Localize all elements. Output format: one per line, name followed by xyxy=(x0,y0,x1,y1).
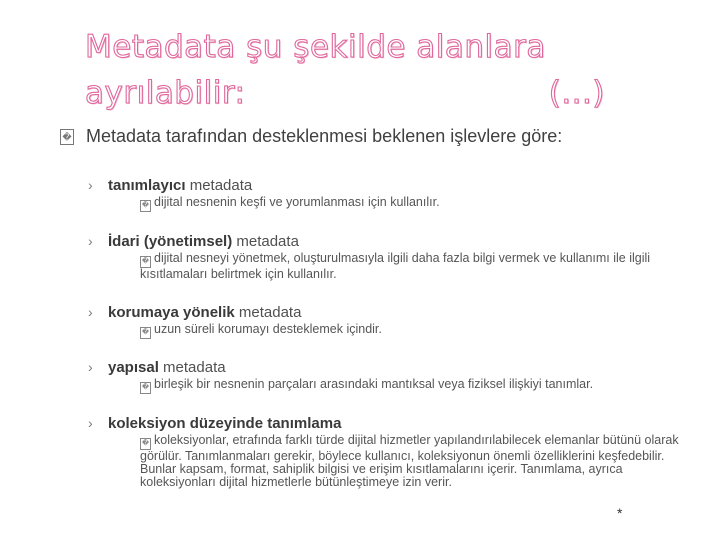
item-description-text: uzun süreli korumayı desteklemek içindir. xyxy=(154,322,382,336)
bullet-marker-icon: � xyxy=(140,382,151,394)
title-line-2-left: ayrılabilir: xyxy=(85,75,246,111)
item-description-text: dijital nesnenin keşfi ve yorumlanması için kullanılır. xyxy=(154,195,440,209)
item-term-rest: metadata xyxy=(232,233,299,250)
title-line-2 xyxy=(85,70,605,116)
item-term: İdari (yönetimsel) xyxy=(108,233,233,250)
item-description-text: dijital nesneyi yönetmek, oluşturulmasıyla ilgili daha fazla bilgi vermek ve kullanımı ile ilgili kısıtlamaları belirtmek için kullanılır. xyxy=(140,251,651,281)
chevron-right-icon: › xyxy=(88,304,93,320)
chevron-right-icon: › xyxy=(88,233,93,249)
item-term: koleksiyon düzeyinde tanımlama xyxy=(108,415,342,432)
item-term: korumaya yönelik xyxy=(108,304,235,321)
list-item xyxy=(88,304,688,339)
chevron-right-icon: › xyxy=(88,177,93,193)
bullet-marker-icon: � xyxy=(140,256,151,268)
footer-mark: * xyxy=(617,505,623,521)
item-description xyxy=(140,196,685,212)
item-description-text: birleşik bir nesnenin parçaları arasındaki mantıksal veya fiziksel ilişkiyi tanımlar. xyxy=(154,377,594,391)
title-line-1: Metadata şu şekilde alanlara xyxy=(85,29,546,65)
bullet-marker-icon: � xyxy=(140,438,151,450)
item-description xyxy=(140,434,685,489)
title-line-2-right: (...) xyxy=(548,75,605,111)
bullet-marker-icon: � xyxy=(140,327,151,339)
list-item xyxy=(88,177,688,212)
bullet-marker-icon: � xyxy=(60,129,74,145)
item-term: tanımlayıcı xyxy=(108,177,186,194)
item-term-rest: metadata xyxy=(185,177,253,194)
item-description xyxy=(140,252,685,281)
main-bullet-text: Metadata tarafından desteklenmesi beklenen işlevlere göre: xyxy=(86,126,563,146)
item-description-text: koleksiyonlar, etrafında farklı türde dijital hizmetler yapılandırılabilecek elemanlar bütünü olarak görülür. Tanımlanmaları gerekir, böylece kullanıcı, koleksiyonun önemli özelliklerini keşfedebilir. Bunlar kapsam, format, sahiplik bilgisi ve erişim kısıtlamalarını içerir. Tanımlama, ayrıca koleksiyonları dijital hizmetlerle bütünleştimeye izin verir. xyxy=(140,433,679,489)
item-description xyxy=(140,378,685,394)
item-description xyxy=(140,323,685,339)
list-item xyxy=(88,233,688,281)
list-item xyxy=(88,415,688,489)
bullet-marker-icon: � xyxy=(140,200,151,212)
main-bullet xyxy=(60,126,700,147)
item-term-rest: metadata xyxy=(234,304,302,321)
item-term: yapısal xyxy=(108,359,159,376)
item-term-rest: metadata xyxy=(158,359,226,376)
chevron-right-icon: › xyxy=(88,415,93,431)
list-item xyxy=(88,359,688,394)
slide-title xyxy=(85,24,605,116)
chevron-right-icon: › xyxy=(88,359,93,375)
